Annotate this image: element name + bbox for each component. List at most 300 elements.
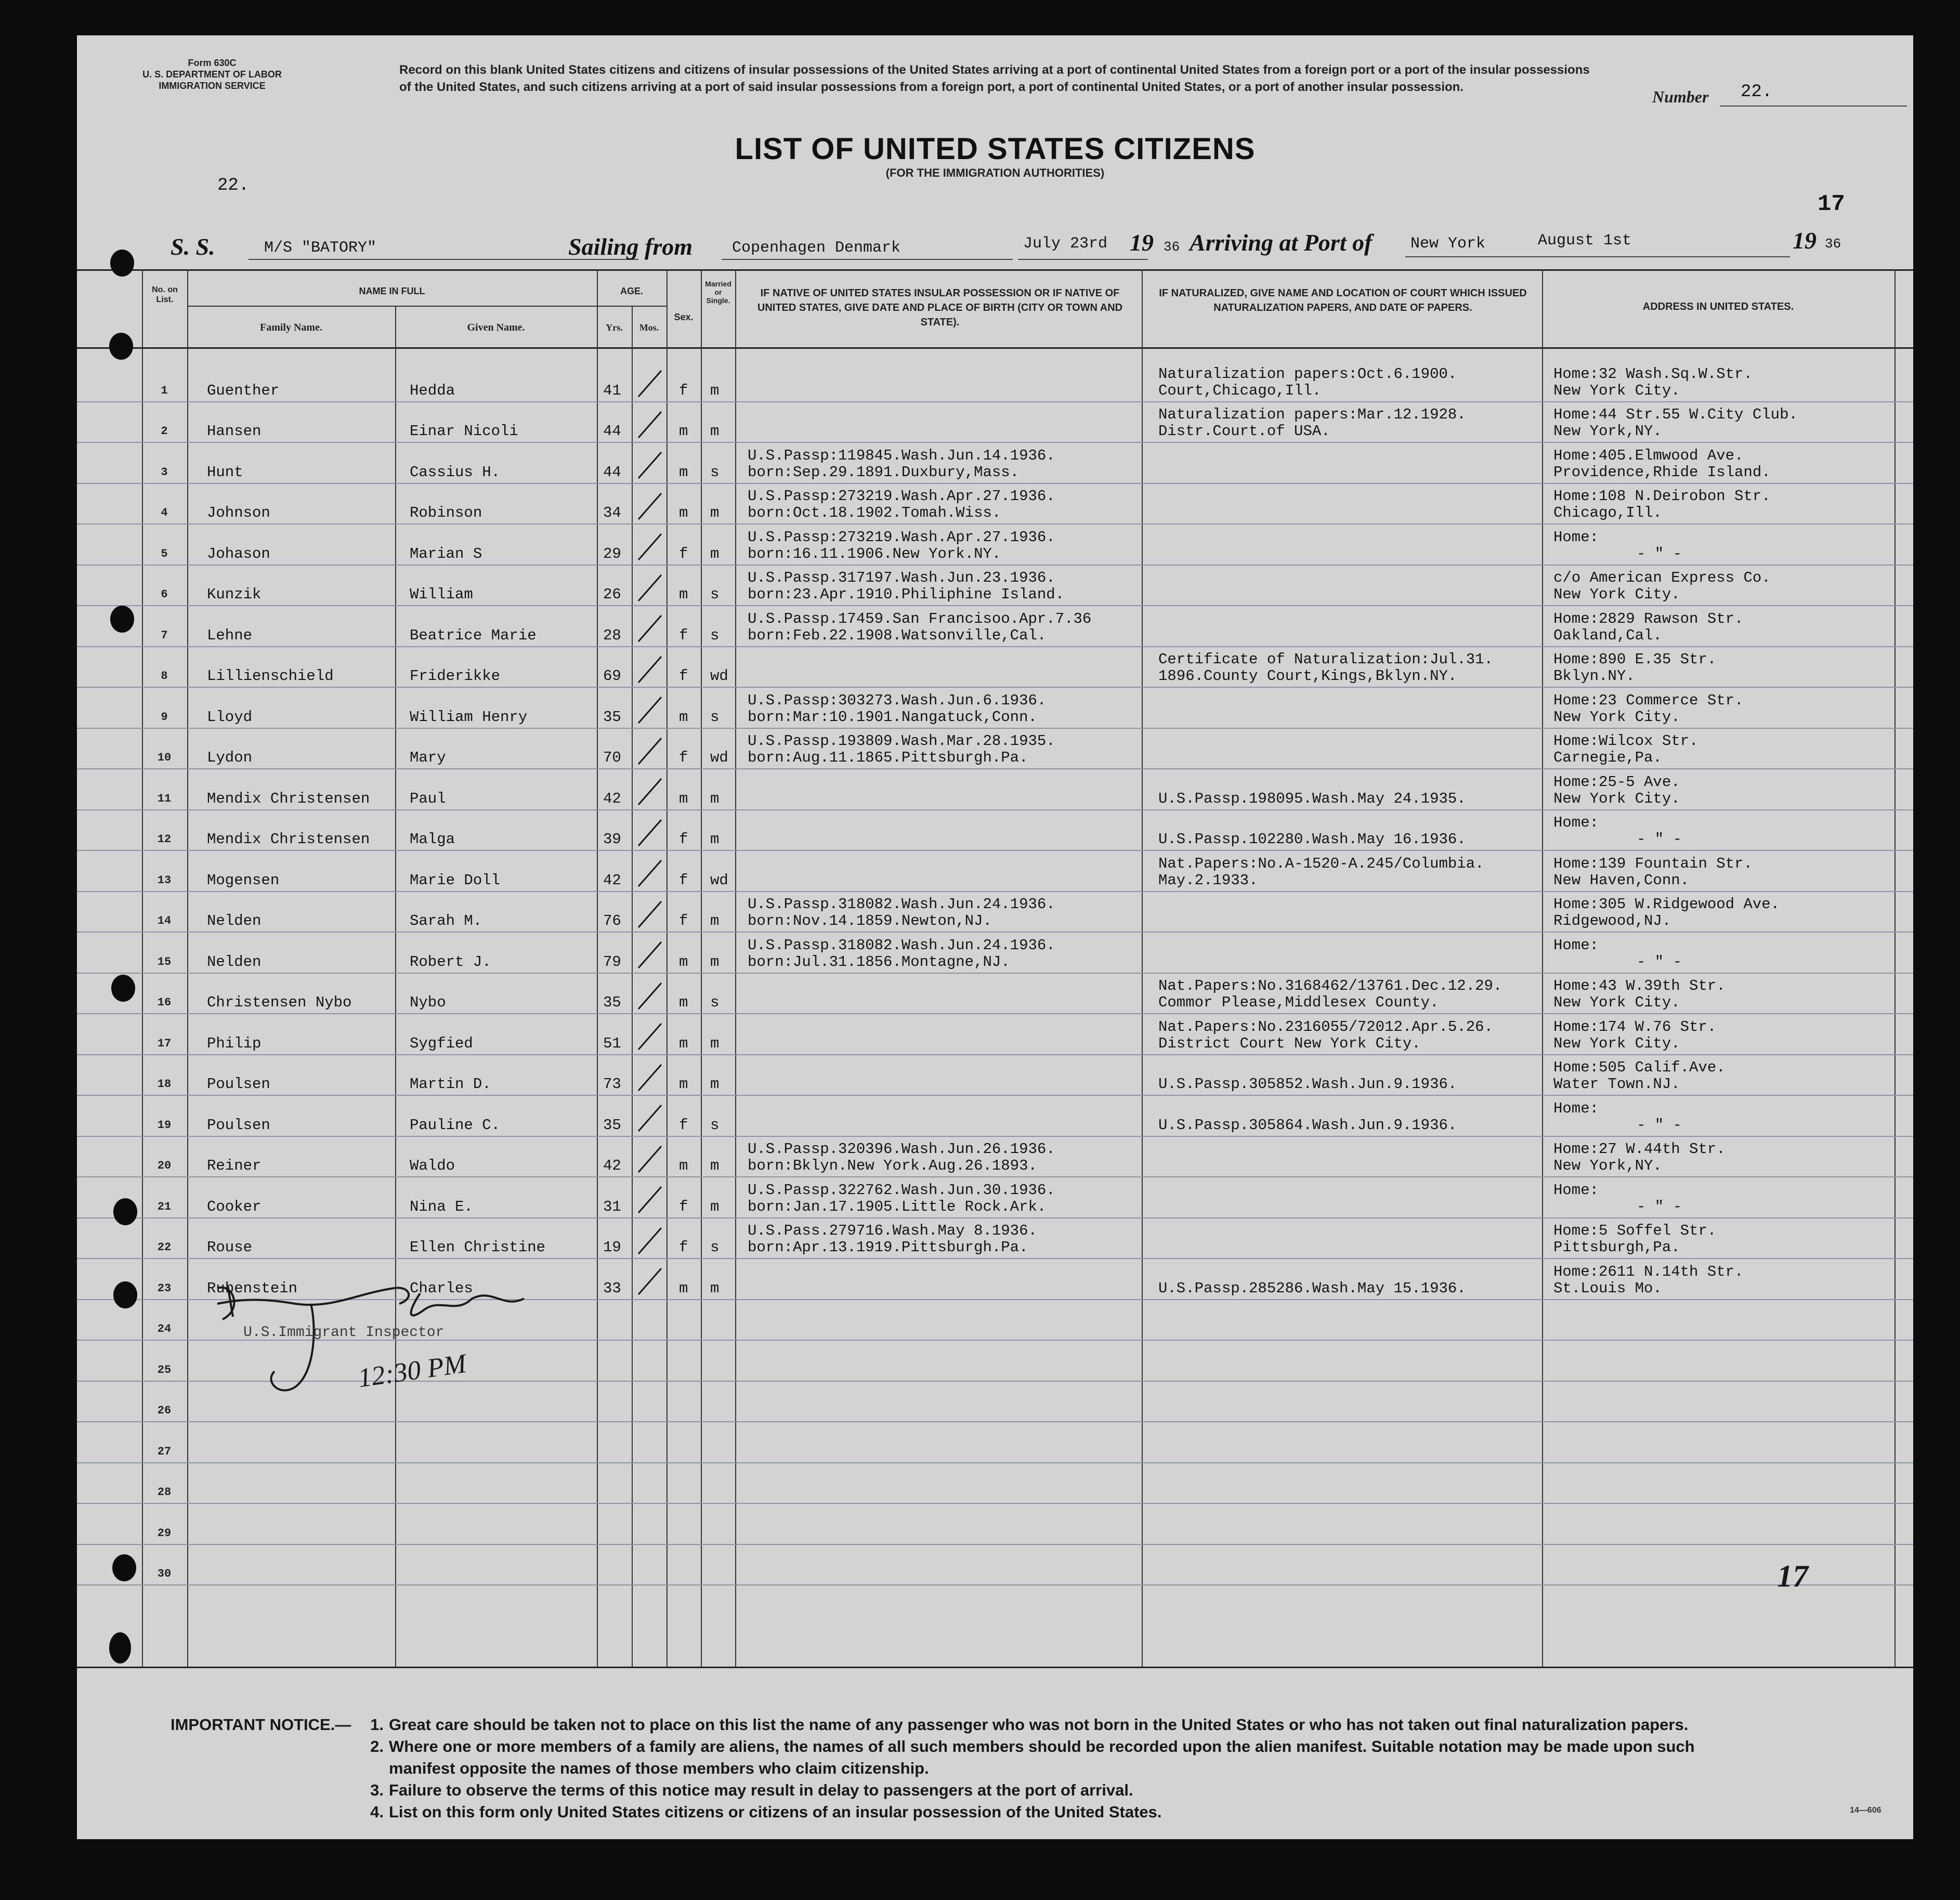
address-line2: New York City.	[1553, 1034, 1680, 1052]
naturalization-line2: District Court New York City.	[1158, 1034, 1421, 1052]
birth-info-line2: born:16.11.1906.New York.NY.	[748, 545, 1001, 562]
row-divider	[77, 605, 1913, 606]
row-number: 27	[157, 1445, 172, 1458]
check-mark-icon	[635, 653, 663, 685]
given-name: Cassius H.	[410, 463, 501, 481]
family-name: Lehne	[207, 626, 253, 644]
family-name: Rubenstein	[207, 1279, 298, 1297]
sex: f	[679, 667, 688, 685]
arrive-year: 36	[1825, 236, 1841, 252]
check-mark-icon	[635, 817, 663, 848]
address-line2: New York City.	[1553, 994, 1680, 1011]
address-line1: Home:174 W.76 Str.	[1553, 1018, 1717, 1036]
age-years: 42	[603, 1157, 621, 1174]
row-divider	[77, 809, 1913, 810]
address-line2: - " -	[1637, 953, 1682, 971]
family-name: Reiner	[207, 1157, 262, 1174]
marital-status: m	[710, 504, 720, 521]
binder-hole	[110, 250, 134, 277]
age-years: 51	[603, 1034, 621, 1052]
birth-info-line1: U.S.Passp.318082.Wash.Jun.24.1936.	[748, 936, 1055, 954]
row-number: 17	[157, 1037, 172, 1050]
notice-1-text: Great care should be taken not to place on this list the name of any passenger who was not born in the United States or who has not taken out final naturalization papers.	[389, 1715, 1689, 1734]
corner-mark: 17	[1777, 1559, 1808, 1593]
given-name: Ellen Christine	[410, 1239, 546, 1256]
row-divider	[77, 1013, 1913, 1014]
form-description: Record on this blank United States citizens and citizens of insular possessions of the United States arriving at a port of continental United States from a foreign port or a port of the insular possessions of the United States, and such citizens arriving at a port of said insular possessions from a foreign port, a port of continental United States, or a port of another insular possession.	[399, 63, 1590, 94]
family-name: Hansen	[207, 423, 262, 440]
row-number: 9	[161, 710, 168, 724]
address-line2: New York City.	[1553, 382, 1680, 399]
inspection-time: 12:30 PM	[356, 1348, 468, 1394]
marital-status: m	[710, 423, 720, 440]
sex: f	[679, 545, 688, 562]
marital-status: m	[710, 1034, 720, 1052]
family-name: Hunt	[207, 463, 243, 481]
address-line2: Pittsburgh,Pa.	[1553, 1239, 1680, 1256]
marital-status: m	[710, 1076, 720, 1093]
birth-info-line2: born:Oct.18.1902.Tomah.Wiss.	[748, 504, 1001, 521]
address-line2: New Haven,Conn.	[1553, 871, 1690, 889]
family-name: Mendix Christensen	[207, 831, 370, 848]
row-divider	[77, 1095, 1913, 1096]
row-number: 14	[157, 914, 172, 927]
age-years: 31	[603, 1198, 621, 1215]
given-name: Marian S	[410, 545, 482, 562]
age-years: 34	[603, 504, 621, 521]
sex: m	[679, 1157, 688, 1174]
address-line2: - " -	[1637, 1198, 1682, 1215]
marital-status: s	[710, 463, 720, 481]
passenger-table	[77, 269, 1913, 1668]
address-line2: St.Louis Mo.	[1553, 1279, 1662, 1297]
age-years: 41	[603, 382, 621, 399]
age-years: 79	[603, 953, 621, 971]
check-mark-icon	[635, 409, 663, 440]
given-name: Einar Nicoli	[410, 423, 518, 440]
age-years: 33	[603, 1279, 621, 1297]
check-mark-icon	[635, 776, 663, 807]
row-number: 10	[157, 751, 172, 764]
address-line2: New York,NY.	[1553, 1157, 1662, 1174]
notice-3-text: Failure to observe the terms of this notice may result in delay to passengers at the port of arrival.	[389, 1781, 1133, 1799]
ss-label: S. S.	[171, 233, 215, 260]
signature-stroke	[217, 1286, 524, 1319]
marital-status: s	[710, 626, 720, 644]
given-name: Marie Doll	[410, 871, 501, 889]
age-years: 35	[603, 994, 621, 1011]
given-name: William Henry	[410, 708, 528, 726]
col-header-mos: Mos.	[639, 322, 659, 333]
naturalization-line2: U.S.Passp.305852.Wash.Jun.9.1936.	[1158, 1076, 1457, 1093]
check-mark-icon	[635, 898, 663, 929]
family-name: Mogensen	[207, 871, 280, 889]
marital-status: m	[710, 1279, 720, 1297]
notice-4-text: List on this form only United States citizens or citizens of an insular possession of the United States.	[389, 1803, 1162, 1821]
address-line1: Home:2829 Rawson Str.	[1553, 610, 1744, 627]
row-divider	[77, 565, 1913, 566]
check-mark-icon	[635, 1143, 663, 1174]
naturalization-line2: Commor Please,Middlesex County.	[1158, 994, 1439, 1011]
inspector-signature-block	[202, 1278, 576, 1413]
naturalization-line2: U.S.Passp.285286.Wash.May 15.1936.	[1158, 1279, 1466, 1297]
given-name: Nybo	[410, 994, 446, 1011]
sex: m	[679, 708, 688, 726]
marital-status: wd	[710, 749, 728, 766]
marital-status: s	[710, 1116, 720, 1134]
family-name: Johason	[207, 545, 270, 562]
address-line1: c/o American Express Co.	[1553, 569, 1771, 586]
row-divider	[77, 1176, 1913, 1177]
row-number: 26	[157, 1404, 172, 1417]
birth-info-line1: U.S.Passp:273219.Wash.Apr.27.1936.	[748, 528, 1055, 546]
birth-info-line1: U.S.Passp:303273.Wash.Jun.6.1936.	[748, 691, 1047, 709]
age-years: 44	[603, 423, 621, 440]
given-name: William	[410, 586, 473, 603]
row-number: 6	[161, 588, 168, 601]
address-line1: Home:32 Wash.Sq.W.Str.	[1553, 365, 1753, 383]
row-divider	[77, 768, 1913, 769]
row-number: 12	[157, 833, 172, 846]
col-header-native: IF NATIVE OF UNITED STATES INSULAR POSSESSION OR IF NATIVE OF UNITED STATES, GIVE DATE AND PLACE OF BIRTH (CITY OR TOWN AND STATE).	[757, 287, 1123, 328]
arrive-year-prefix: 19	[1793, 227, 1817, 254]
sex: f	[679, 1198, 688, 1215]
naturalization-line1: Nat.Papers:No.A-1520-A.245/Columbia.	[1158, 855, 1484, 872]
birth-info-line1: U.S.Passp.193809.Wash.Mar.28.1935.	[748, 732, 1055, 750]
birth-info-line2: born:Feb.22.1908.Watsonville,Cal.	[748, 626, 1047, 644]
row-number: 23	[157, 1281, 172, 1295]
birth-info-line2: born:Bklyn.New York.Aug.26.1893.	[748, 1157, 1037, 1174]
given-name: Pauline C.	[410, 1116, 501, 1134]
marital-status: m	[710, 953, 720, 971]
col-header-family: Family Name.	[260, 322, 322, 333]
family-name: Nelden	[207, 912, 262, 929]
birth-info-line2: born:23.Apr.1910.Philiphine Island.	[748, 586, 1065, 603]
sex: f	[679, 871, 688, 889]
row-divider	[77, 646, 1913, 647]
notice-1-num: 1.	[370, 1715, 384, 1734]
given-name: Sarah M.	[410, 912, 482, 929]
naturalization-line1: Certificate of Naturalization:Jul.31.	[1158, 651, 1493, 668]
marital-status: m	[710, 790, 720, 807]
row-divider	[77, 1217, 1913, 1218]
given-name: Friderikke	[410, 667, 501, 685]
address-line1: Home:27 W.44th Str.	[1553, 1141, 1726, 1158]
binder-hole	[112, 1554, 136, 1581]
address-line2: Providence,Rhide Island.	[1553, 463, 1771, 481]
row-divider	[77, 1136, 1913, 1137]
address-line1: Home:405.Elmwood Ave.	[1553, 447, 1744, 464]
naturalization-line2: U.S.Passp.305864.Wash.Jun.9.1936.	[1158, 1116, 1457, 1134]
check-mark-icon	[635, 490, 663, 521]
naturalization-line2: Distr.Court.of USA.	[1158, 423, 1330, 440]
family-name: Christensen Nybo	[207, 994, 352, 1011]
row-number: 19	[157, 1118, 172, 1132]
age-years: 39	[603, 831, 621, 848]
form-label	[126, 57, 298, 91]
family-name: Nelden	[207, 953, 262, 971]
address-line2: Ridgewood,NJ.	[1553, 912, 1671, 929]
department-name: U. S. DEPARTMENT OF LABOR	[142, 69, 282, 80]
row-number: 7	[161, 628, 168, 642]
row-divider	[77, 932, 1913, 933]
address-line1: Home:	[1553, 814, 1599, 831]
family-name: Mendix Christensen	[207, 790, 370, 807]
marital-status: s	[710, 994, 720, 1011]
family-name: Poulsen	[207, 1116, 270, 1134]
sailing-from-label: Sailing from	[568, 233, 693, 260]
arriving-label: Arriving at Port of	[1190, 229, 1373, 256]
manifest-sheet	[77, 35, 1913, 1839]
address-line1: Home:43 W.39th Str.	[1553, 977, 1726, 994]
address-line2: Bklyn.NY.	[1553, 667, 1635, 685]
naturalization-line2: Court,Chicago,Ill.	[1158, 382, 1322, 399]
family-name: Lydon	[207, 749, 253, 766]
row-divider	[77, 1258, 1913, 1259]
page-number: 17	[1818, 191, 1845, 217]
age-years: 69	[603, 667, 621, 685]
age-years: 26	[603, 586, 621, 603]
inspector-title: U.S.Immigrant Inspector	[243, 1325, 445, 1341]
address-line1: Home:139 Fountain Str.	[1553, 855, 1753, 872]
birth-info-line1: U.S.Passp.17459.San Francisoo.Apr.7.36	[748, 610, 1092, 627]
row-divider	[77, 1054, 1913, 1055]
row-divider	[77, 973, 1913, 974]
arrival-date: August 1st	[1538, 232, 1632, 250]
check-mark-icon	[635, 980, 663, 1011]
row-divider	[77, 850, 1913, 851]
row-divider	[77, 442, 1913, 443]
address-line2: - " -	[1637, 831, 1682, 848]
sex: f	[679, 831, 688, 848]
given-name: Sygfied	[410, 1034, 473, 1052]
sex: m	[679, 953, 688, 971]
sex: m	[679, 1279, 688, 1297]
col-header-yrs: Yrs.	[606, 322, 623, 333]
notice-heading: IMPORTANT NOTICE.—	[171, 1715, 351, 1734]
page-subtitle: (FOR THE IMMIGRATION AUTHORITIES)	[885, 166, 1105, 179]
marital-status: m	[710, 831, 720, 848]
col-header-no: No. on List.	[152, 285, 178, 304]
marital-status: s	[710, 586, 720, 603]
birth-info-line1: U.S.Passp.318082.Wash.Jun.24.1936.	[748, 896, 1055, 913]
address-line2: New York City.	[1553, 708, 1680, 726]
naturalization-line1: Nat.Papers:No.3168462/13761.Dec.12.29.	[1158, 977, 1502, 994]
check-mark-icon	[635, 612, 663, 644]
family-name: Lillienschield	[207, 667, 334, 685]
check-mark-icon	[635, 1225, 663, 1256]
depart-date: July 23rd	[1023, 235, 1108, 253]
col-header-age: AGE.	[620, 286, 643, 296]
row-divider	[77, 728, 1913, 729]
marital-status: wd	[710, 871, 728, 889]
sex: f	[679, 382, 688, 399]
row-number: 30	[157, 1567, 172, 1580]
sex: f	[679, 1239, 688, 1256]
address-line2: - " -	[1637, 545, 1682, 562]
naturalization-line2: May.2.1933.	[1158, 871, 1258, 889]
col-header-married: Married or Single.	[705, 280, 731, 305]
row-divider	[77, 483, 1913, 484]
birth-info-line1: U.S.Passp.320396.Wash.Jun.26.1936.	[748, 1141, 1055, 1158]
family-name: Johnson	[207, 504, 270, 521]
address-line1: Home:108 N.Deirobon Str.	[1553, 488, 1771, 505]
col-header-given: Given Name.	[467, 322, 525, 333]
col-header-naturalized: IF NATURALIZED, GIVE NAME AND LOCATION OF COURT WHICH ISSUED NATURALIZATION PAPERS, AND DATE OF PAPERS.	[1159, 287, 1527, 313]
naturalization-line2: 1896.County Court,Kings,Bklyn.NY.	[1158, 667, 1457, 685]
address-line1: Home:890 E.35 Str.	[1553, 651, 1717, 668]
col-header-name: NAME IN FULL	[359, 286, 425, 296]
marital-status: m	[710, 382, 720, 399]
address-line2: Water Town.NJ.	[1553, 1076, 1680, 1093]
naturalization-line1: Naturalization papers:Oct.6.1900.	[1158, 365, 1457, 383]
binder-hole	[109, 333, 133, 360]
address-line2: New York City.	[1553, 586, 1680, 603]
arrival-port: New York	[1410, 235, 1486, 253]
address-line1: Home:2611 N.14th Str.	[1553, 1263, 1744, 1280]
row-number: 24	[157, 1322, 172, 1335]
row-number: 13	[157, 873, 172, 887]
number-label: Number	[1652, 87, 1709, 106]
row-number: 29	[157, 1526, 172, 1540]
given-name: Waldo	[410, 1157, 455, 1174]
row-number: 18	[157, 1078, 172, 1091]
sex: f	[679, 749, 688, 766]
row-number: 16	[157, 996, 172, 1009]
service-name: IMMIGRATION SERVICE	[159, 81, 266, 91]
marital-status: m	[710, 545, 720, 562]
naturalization-line1: Naturalization papers:Mar.12.1928.	[1158, 406, 1466, 423]
given-name: Nina E.	[410, 1198, 473, 1215]
check-mark-icon	[635, 572, 663, 603]
sex: f	[679, 626, 688, 644]
sex: m	[679, 586, 688, 603]
row-divider	[77, 1584, 1913, 1585]
row-number: 5	[161, 547, 168, 560]
left-list-number: 22.	[217, 176, 250, 195]
notice-4-num: 4.	[370, 1803, 384, 1821]
check-mark-icon	[635, 368, 663, 399]
form-number: Form 630C	[188, 58, 237, 68]
birth-info-line2: born:Nov.14.1859.Newton,NJ.	[748, 912, 992, 929]
given-name: Mary	[410, 749, 446, 766]
given-name: Paul	[410, 790, 446, 807]
age-years: 42	[603, 871, 621, 889]
check-mark-icon	[635, 735, 663, 766]
row-number: 22	[157, 1241, 172, 1254]
sex: m	[679, 790, 688, 807]
age-years: 44	[603, 463, 621, 481]
birth-info-line1: U.S.Passp.317197.Wash.Jun.23.1936.	[748, 569, 1055, 586]
given-name: Robert J.	[410, 953, 491, 971]
row-divider	[77, 1544, 1913, 1545]
sailing-from-port: Copenhagen Denmark	[732, 239, 901, 257]
check-mark-icon	[635, 1062, 663, 1093]
given-name: Malga	[410, 831, 455, 848]
address-line1: Home:25-5 Ave.	[1553, 773, 1680, 791]
address-line1: Home:23 Commerce Str.	[1553, 691, 1744, 709]
check-mark-icon	[635, 1102, 663, 1133]
row-number: 1	[161, 384, 168, 397]
birth-info-line1: U.S.Passp:119845.Wash.Jun.14.1936.	[748, 447, 1055, 464]
row-divider	[77, 891, 1913, 892]
family-name: Guenther	[207, 382, 280, 399]
birth-info-line2: born:Mar:10.1901.Nangatuck,Conn.	[748, 708, 1037, 726]
row-number: 20	[157, 1159, 172, 1172]
signature-loop	[271, 1304, 314, 1391]
notice-2-text: Where one or more members of a family are aliens, the names of all such members should be recorded upon the alien manifest. Suitable notation may be made upon such	[389, 1737, 1695, 1755]
address-line2: Oakland,Cal.	[1553, 626, 1662, 644]
row-number: 21	[157, 1200, 172, 1213]
row-number: 28	[157, 1486, 172, 1499]
address-line1: Home:	[1553, 1181, 1599, 1199]
age-years: 76	[603, 912, 621, 929]
check-mark-icon	[635, 1265, 663, 1296]
address-line2: New York City.	[1553, 790, 1680, 807]
page-title: LIST OF UNITED STATES CITIZENS	[735, 132, 1256, 166]
address-line2: New York,NY.	[1553, 423, 1662, 440]
check-mark-icon	[635, 531, 663, 562]
depart-year: 36	[1164, 239, 1180, 255]
age-years: 29	[603, 545, 621, 562]
row-divider	[77, 1503, 1913, 1504]
check-mark-icon	[635, 1184, 663, 1215]
address-line2: Chicago,Ill.	[1553, 504, 1662, 521]
address-line1: Home:44 Str.55 W.City Club.	[1553, 406, 1798, 423]
address-line1: Home:	[1553, 936, 1599, 954]
age-years: 73	[603, 1076, 621, 1093]
address-line1: Home:505 Calif.Ave.	[1553, 1059, 1726, 1076]
address-line2: Carnegie,Pa.	[1553, 749, 1662, 766]
age-years: 35	[603, 1116, 621, 1134]
row-number: 25	[157, 1363, 172, 1377]
birth-info-line2: born:Apr.13.1919.Pittsburgh.Pa.	[748, 1239, 1028, 1256]
binder-hole	[111, 975, 135, 1002]
check-mark-icon	[635, 449, 663, 480]
birth-info-line2: born:Aug.11.1865.Pittsburgh.Pa.	[748, 749, 1028, 766]
family-name: Lloyd	[207, 708, 253, 726]
inspector-signature-svg	[202, 1278, 576, 1413]
naturalization-line2: U.S.Passp.198095.Wash.May 24.1935.	[1158, 790, 1466, 807]
family-name: Cooker	[207, 1198, 262, 1215]
birth-info-line1: U.S.Pass.279716.Wash.May 8.1936.	[748, 1222, 1037, 1239]
birth-info-line1: U.S.Passp:273219.Wash.Apr.27.1936.	[748, 488, 1055, 505]
age-years: 28	[603, 626, 621, 644]
depart-year-prefix: 19	[1130, 229, 1154, 256]
address-line1: Home:305 W.Ridgewood Ave.	[1553, 896, 1780, 913]
marital-status: m	[710, 1198, 720, 1215]
row-number: 2	[161, 425, 168, 438]
age-years: 42	[603, 790, 621, 807]
footer-code: 14—606	[1850, 1806, 1881, 1815]
sex: m	[679, 1076, 688, 1093]
sex: m	[679, 463, 688, 481]
notice-2-num: 2.	[370, 1737, 384, 1755]
marital-status: s	[710, 1239, 720, 1256]
row-number: 3	[161, 465, 168, 479]
binder-hole	[113, 1198, 137, 1225]
sex: f	[679, 1116, 688, 1134]
row-number: 15	[157, 955, 172, 968]
binder-hole	[109, 1632, 131, 1663]
row-number: 8	[161, 670, 168, 683]
row-number: 11	[157, 792, 172, 805]
birth-info-line2: born:Sep.29.1891.Duxbury,Mass.	[748, 463, 1020, 481]
row-number: 4	[161, 506, 168, 519]
age-years: 19	[603, 1239, 621, 1256]
row-divider	[77, 523, 1913, 525]
row-divider	[77, 687, 1913, 688]
